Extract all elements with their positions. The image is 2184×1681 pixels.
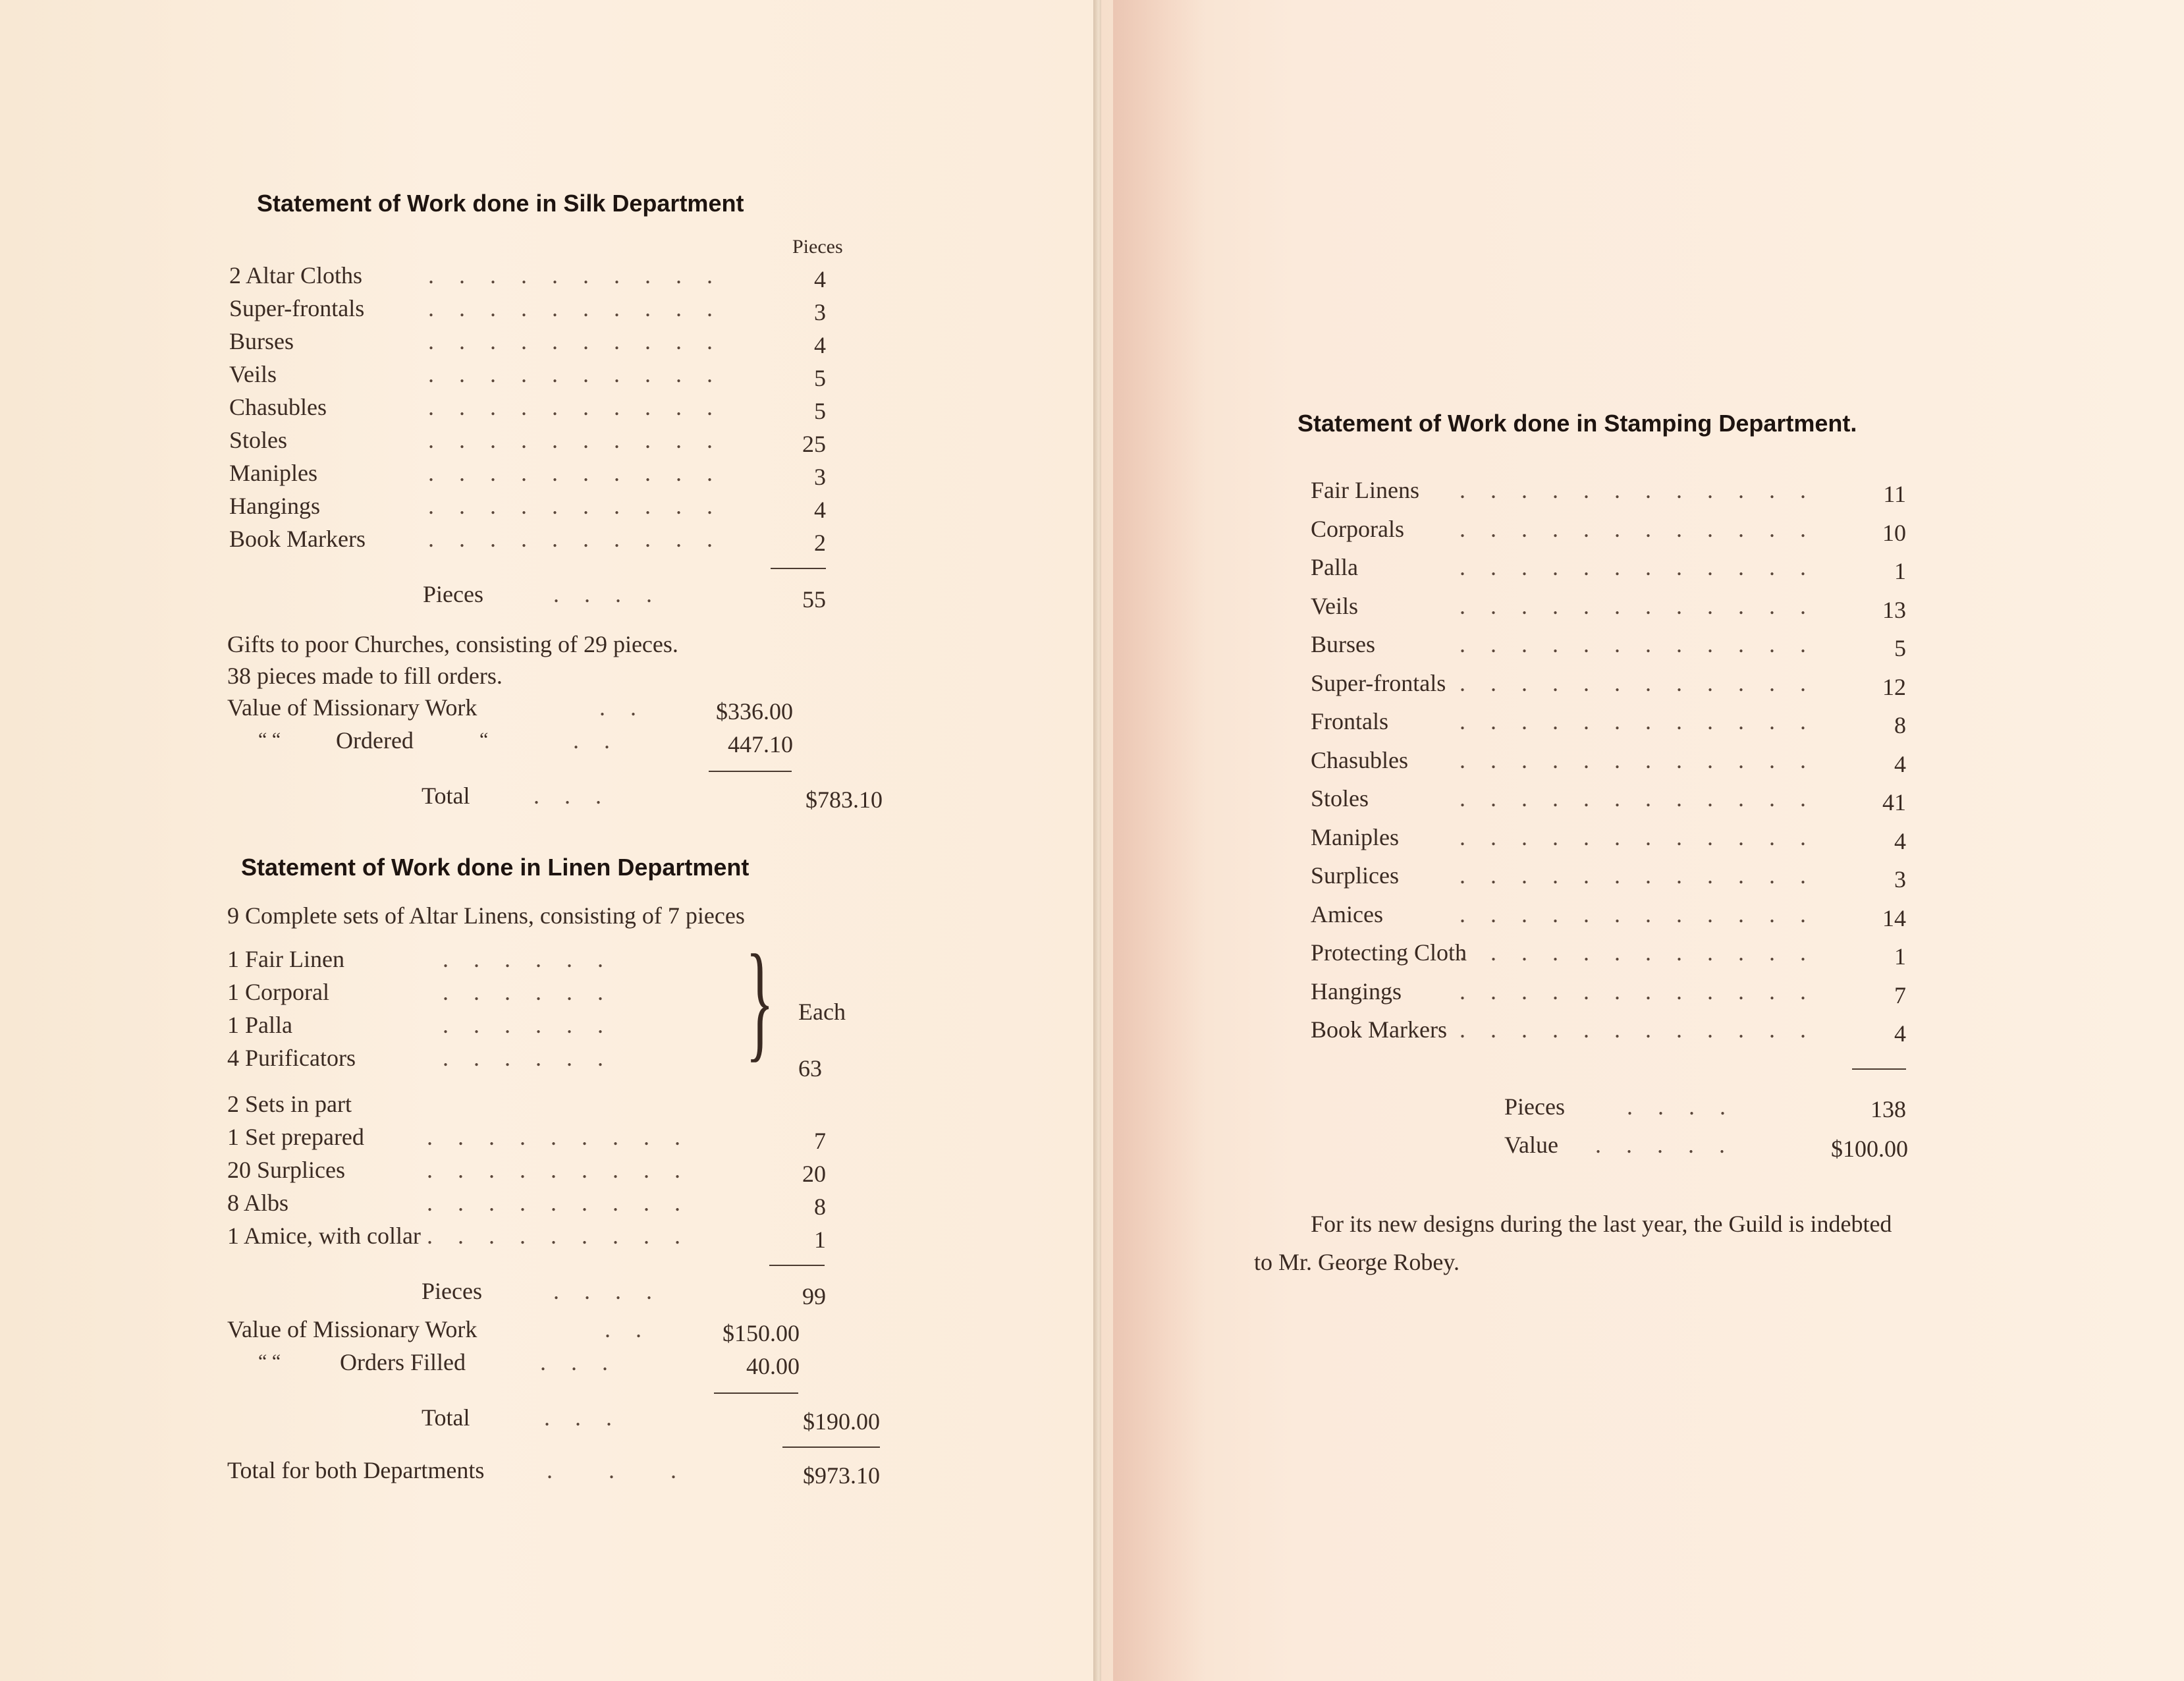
- linen-item-value: 1: [814, 1226, 826, 1253]
- linen-item-leader-dots: .........: [427, 1190, 705, 1216]
- stamping-item-label: Chasubles: [1311, 746, 1408, 773]
- linen-grand-dots: ...: [544, 1404, 637, 1431]
- stamping-item-leader-dots: ............: [1460, 823, 1831, 850]
- stamping-heading: Statement of Work done in Stamping Department.: [1297, 410, 1857, 437]
- silk-item-value: 2: [814, 530, 826, 556]
- silk-item-value: 5: [814, 398, 826, 424]
- silk-item-value: 4: [814, 266, 826, 292]
- silk-heading: Statement of Work done in Silk Department: [257, 190, 744, 217]
- silk-item-leader-dots: ..........: [428, 295, 738, 321]
- stamping-item-value: 12: [1882, 673, 1906, 700]
- stamping-item-label: Frontals: [1311, 708, 1389, 734]
- linen-both-label: Total for both Departments: [227, 1457, 485, 1483]
- silk-ordered-label: Ordered: [336, 727, 414, 754]
- linen-item-leader-dots: .........: [427, 1124, 705, 1150]
- silk-item-label: Maniples: [229, 460, 317, 486]
- stamping-value-dots: .....: [1595, 1132, 1750, 1158]
- stamping-item-label: Hangings: [1311, 978, 1402, 1005]
- stamping-pieces-label: Pieces: [1504, 1093, 1565, 1120]
- stamping-item-label: Maniples: [1311, 823, 1399, 850]
- silk-item-label: 2 Altar Cloths: [229, 262, 363, 289]
- stamping-item-label: Corporals: [1311, 515, 1404, 542]
- silk-item-label: Chasubles: [229, 394, 327, 420]
- silk-grand-dots: ...: [533, 783, 626, 809]
- stamping-item-value: 4: [1894, 1020, 1906, 1047]
- linen-set-item-label: 1 Fair Linen: [227, 946, 344, 972]
- stamping-item-label: Amices: [1311, 900, 1383, 927]
- silk-item-label: Veils: [229, 361, 277, 387]
- silk-pieces-header: Pieces: [792, 236, 843, 258]
- silk-item-value: 3: [814, 464, 826, 490]
- stamping-item-leader-dots: ............: [1460, 1016, 1831, 1043]
- silk-item-value: 3: [814, 299, 826, 325]
- silk-missionary-dots: ..: [599, 694, 661, 721]
- stamping-item-leader-dots: ............: [1460, 592, 1831, 619]
- silk-total-label: Pieces: [423, 581, 483, 607]
- linen-missionary-label: Value of Missionary Work: [227, 1316, 478, 1342]
- linen-item-leader-dots: .........: [427, 1157, 705, 1183]
- stamping-item-label: Burses: [1311, 631, 1375, 657]
- silk-ordered-dots: ..: [573, 727, 635, 754]
- stamping-note-line1: For its new designs during the last year, the Guild is indebted: [1311, 1211, 1892, 1237]
- stamping-item-label: Super-frontals: [1311, 669, 1446, 696]
- linen-item-label: 20 Surplices: [227, 1157, 345, 1183]
- stamping-item-value: 1: [1894, 943, 1906, 970]
- stamping-item-leader-dots: ............: [1460, 785, 1831, 812]
- linen-grand-rule: [782, 1447, 880, 1448]
- linen-total-value: 99: [802, 1283, 826, 1309]
- stamping-item-value: 13: [1882, 596, 1906, 623]
- linen-set-item-leader-dots: ......: [443, 1012, 628, 1038]
- linen-rule: [769, 1265, 825, 1266]
- linen-grand-value: $190.00: [803, 1408, 880, 1435]
- silk-item-value: 4: [814, 497, 826, 523]
- linen-heading: Statement of Work done in Linen Department: [241, 854, 750, 881]
- linen-item-label: 8 Albs: [227, 1190, 289, 1216]
- silk-total-dots: ....: [553, 581, 677, 607]
- stamping-pieces-value: 138: [1870, 1096, 1906, 1122]
- linen-set-item-leader-dots: ......: [443, 1045, 628, 1071]
- linen-each-label: Each: [798, 999, 846, 1025]
- linen-set-item-label: 1 Palla: [227, 1012, 292, 1038]
- stamping-item-leader-dots: ............: [1460, 900, 1831, 927]
- stamping-item-label: Protecting Cloth: [1311, 939, 1467, 966]
- linen-orders-value: 40.00: [746, 1353, 800, 1379]
- silk-ordered-ditto2: “: [479, 729, 489, 750]
- stamping-value-label: Value: [1504, 1132, 1558, 1158]
- silk-rule: [771, 568, 826, 569]
- stamping-value-value: $100.00: [1831, 1136, 1908, 1162]
- silk-item-leader-dots: ..........: [428, 394, 738, 420]
- linen-set-brace: }: [746, 928, 775, 1074]
- stamping-item-label: Book Markers: [1311, 1016, 1447, 1043]
- stamping-item-value: 4: [1894, 827, 1906, 854]
- linen-orders-rule: [714, 1392, 798, 1394]
- stamping-item-leader-dots: ............: [1460, 708, 1831, 734]
- linen-each-value: 63: [798, 1055, 822, 1082]
- stamping-item-value: 8: [1894, 712, 1906, 738]
- silk-item-value: 4: [814, 332, 826, 358]
- stamping-item-value: 5: [1894, 635, 1906, 661]
- linen-item-label: 1 Amice, with collar: [227, 1223, 421, 1249]
- linen-set-item-label: 1 Corporal: [227, 979, 329, 1005]
- silk-item-leader-dots: ..........: [428, 526, 738, 552]
- silk-item-label: Stoles: [229, 427, 288, 453]
- silk-total-value: 55: [802, 586, 826, 613]
- linen-item-value: 20: [802, 1161, 826, 1187]
- linen-set-item-leader-dots: ......: [443, 946, 628, 972]
- linen-item-label: 1 Set prepared: [227, 1124, 364, 1150]
- stamping-item-leader-dots: ............: [1460, 669, 1831, 696]
- stamping-item-leader-dots: ............: [1460, 862, 1831, 889]
- linen-both-value: $973.10: [803, 1462, 880, 1489]
- stamping-item-value: 10: [1882, 519, 1906, 546]
- stamping-item-label: Palla: [1311, 554, 1358, 580]
- silk-item-leader-dots: ..........: [428, 262, 738, 289]
- linen-orders-ditto: “ “: [258, 1350, 281, 1372]
- silk-item-leader-dots: ..........: [428, 328, 738, 354]
- stamping-item-label: Stoles: [1311, 785, 1369, 812]
- silk-item-label: Book Markers: [229, 526, 366, 552]
- stamping-item-value: 41: [1882, 789, 1906, 815]
- linen-set-item-leader-dots: ......: [443, 979, 628, 1005]
- stamping-item-leader-dots: ............: [1460, 978, 1831, 1005]
- stamping-pieces-dots: ....: [1627, 1093, 1751, 1120]
- stamping-item-leader-dots: ............: [1460, 554, 1831, 580]
- silk-grand-value: $783.10: [805, 786, 883, 813]
- linen-item-value: 8: [814, 1194, 826, 1220]
- silk-item-value: 5: [814, 365, 826, 391]
- linen-orders-dots: ...: [540, 1349, 633, 1375]
- stamping-item-leader-dots: ............: [1460, 515, 1831, 542]
- stamping-item-leader-dots: ............: [1460, 631, 1831, 657]
- stamping-note-line2: to Mr. George Robey.: [1254, 1249, 1460, 1275]
- page-stain: [1113, 0, 1205, 1681]
- stamping-item-label: Fair Linens: [1311, 477, 1419, 503]
- stamping-item-value: 1: [1894, 558, 1906, 584]
- linen-item-value: 7: [814, 1128, 826, 1154]
- silk-item-leader-dots: ..........: [428, 460, 738, 486]
- stamping-item-label: Veils: [1311, 592, 1358, 619]
- silk-missionary-value: $336.00: [716, 698, 793, 725]
- silk-grand-label: Total: [422, 783, 470, 809]
- linen-intro: 9 Complete sets of Altar Linens, consisting of 7 pieces: [227, 902, 745, 929]
- linen-orders-label: Orders Filled: [340, 1349, 466, 1375]
- linen-missionary-value: $150.00: [723, 1320, 800, 1346]
- stamping-item-value: 14: [1882, 904, 1906, 931]
- silk-item-label: Hangings: [229, 493, 320, 519]
- stamping-rule: [1852, 1068, 1906, 1070]
- linen-part-label: 2 Sets in part: [227, 1091, 352, 1117]
- silk-item-label: Super-frontals: [229, 295, 365, 321]
- silk-item-leader-dots: ..........: [428, 493, 738, 519]
- silk-ordered-ditto: “ “: [258, 729, 281, 750]
- silk-item-label: Burses: [229, 328, 294, 354]
- linen-grand-label: Total: [422, 1404, 470, 1431]
- linen-item-leader-dots: .........: [427, 1223, 705, 1249]
- silk-missionary-label: Value of Missionary Work: [227, 694, 478, 721]
- linen-total-dots: ....: [553, 1278, 677, 1304]
- stamping-item-value: 4: [1894, 750, 1906, 777]
- stamping-item-leader-dots: ............: [1460, 939, 1831, 966]
- stamping-item-value: 7: [1894, 981, 1906, 1008]
- silk-item-leader-dots: ..........: [428, 361, 738, 387]
- stamping-item-leader-dots: ............: [1460, 746, 1831, 773]
- linen-both-dots: . . .: [547, 1457, 701, 1483]
- silk-item-leader-dots: ..........: [428, 427, 738, 453]
- stamping-item-label: Surplices: [1311, 862, 1399, 889]
- silk-ordered-value: 447.10: [728, 731, 793, 758]
- linen-set-item-label: 4 Purificators: [227, 1045, 356, 1071]
- stamping-item-value: 3: [1894, 866, 1906, 893]
- silk-gifts-text: Gifts to poor Churches, consisting of 29 pieces.: [227, 631, 678, 657]
- linen-total-label: Pieces: [422, 1278, 482, 1304]
- silk-ordered-rule: [709, 771, 792, 772]
- stamping-item-leader-dots: ............: [1460, 477, 1831, 503]
- silk-orders-text: 38 pieces made to fill orders.: [227, 663, 503, 689]
- linen-missionary-dots: ..: [605, 1316, 667, 1342]
- silk-item-value: 25: [802, 431, 826, 457]
- stamping-item-value: 11: [1883, 481, 1906, 507]
